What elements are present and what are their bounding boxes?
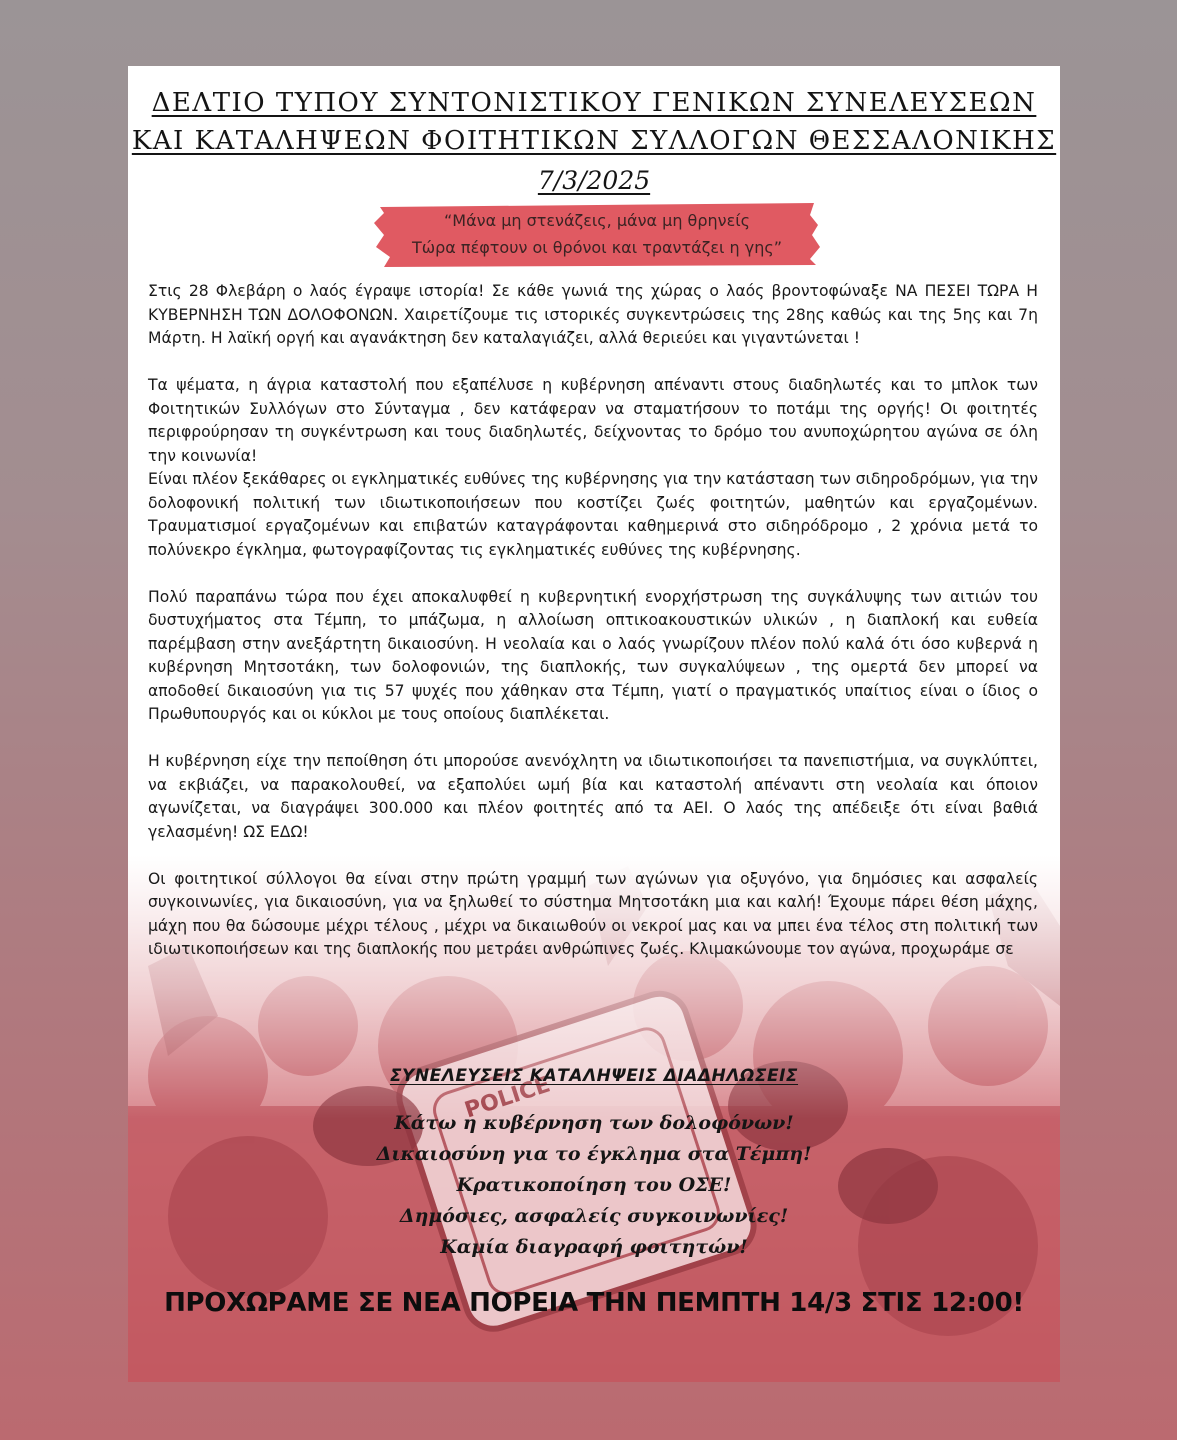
call-to-action: ΠΡΟΧΩΡΑΜΕ ΣΕ ΝΕΑ ΠΟΡΕΙΑ ΤΗΝ ΠΕΜΠΤΗ 14/3 ΣΤΙΣ 12:00! [164, 1288, 1024, 1318]
paragraph-6: Οι φοιτητικοί σύλλογοι θα είναι στην πρώτη γραμμή των αγώνων για οξυγόνο, για δημόσιες και ασφαλείς συγκοινωνίες, για δικαιοσύνη, για να ξηλωθεί το σύστημα Μητσοτάκη μια και καλή! Έχουμε πάρει θέση μάχης, μάχη που θα δώσουμε μέχρι τέλους , μέχρι να δικαιωθούν οι νεκροί μας και να μπει ένα τέλος στη πολιτική των ιδιωτικοποιήσεων και της διαπλοκής που μετράει ανθρώπινες ζωές. Κλιμακώνουμε τον αγώνα, προχωράμε σε [148, 869, 1038, 958]
demand-item: Δικαιοσύνη για το έγκλημα στα Τέμπη! [376, 1143, 812, 1165]
document-title-line-1: ΔΕΛΤΙΟ ΤΥΠΟΥ ΣΥΝΤΟΝΙΣΤΙΚΟΥ ΓΕΝΙΚΩΝ ΣΥΝΕΛΕΥΣΕΩΝ [151, 88, 1037, 118]
press-release-document [128, 66, 1060, 1382]
demands-list [128, 1108, 1060, 1263]
epigraph-quote [374, 207, 820, 261]
paragraph-3: Είναι πλέον ξεκάθαρες οι εγκληματικές ευθύνες της κυβέρνησης για την κατάσταση των σιδηροδρόμων, για την δολοφονική πολιτική των ιδιωτικοποιήσεων που κοστίζει ζωές φοιτητών, μαθητών και εργαζομένων. Τραυματισμοί εργαζομένων και επιβατών καταγράφονται καθημερινά στο σιδηρόδρομο , 2 χρόνια μετά το πολύνεκρο έγκλημα, φωτογραφίζοντας τις εγκληματικές ευθύνες της κυβέρνησης. [148, 470, 1038, 559]
document-date: 7/3/2025 [537, 166, 651, 195]
demand-item: Δημόσιες, ασφαλείς συγκοινωνίες! [399, 1205, 789, 1227]
paragraph-2: Τα ψέματα, η άγρια καταστολή που εξαπέλυσε η κυβέρνηση απέναντι στους διαδηλωτές και το μπλοκ των Φοιτητικών Συλλόγων στο Σύνταγμα , δεν κατάφεραν να σταματήσουν το ποτάμι της οργής! Οι φοιτητές περιφρούρησαν τη συγκέντρωση και τους διαδηλωτές, δείχνοντας το δρόμο του ανυποχώρητου αγώνα σε όλη την κοινωνία! [148, 376, 1038, 465]
body-text [148, 280, 1038, 962]
demand-item: Κάτω η κυβέρνηση των δολοφόνων! [394, 1112, 794, 1134]
document-title-line-2: ΚΑΙ ΚΑΤΑΛΗΨΕΩΝ ΦΟΙΤΗΤΙΚΩΝ ΣΥΛΛΟΓΩΝ ΘΕΣΣΑΛΟΝΙΚΗΣ [131, 126, 1057, 156]
quote-line-1: “Μάνα μη στενάζεις, μάνα μη θρηνείς [443, 211, 751, 230]
quote-line-2: Τώρα πέφτουν οι θρόνοι και τραντάζει η γης” [411, 238, 783, 257]
paragraph-5: Η κυβέρνηση είχε την πεποίθηση ότι μπορούσε ανενόχλητη να ιδιωτικοποιήσει τα πανεπιστήμια, να συγκλύπτει, να εκβιάζει, να παρακολουθεί, να εξαπολύει ωμή βία και καταστολή απέναντι στη νεολαία και όποιον αγωνίζεται, να διαγράψει 300.000 και πλέον φοιτητές από τα ΑΕΙ. Ο λαός της απέδειξε ότι είναι βαθιά γελασμένη! ΩΣ ΕΔΩ! [148, 752, 1038, 841]
demand-item: Καμία διαγραφή φοιτητών! [440, 1236, 748, 1258]
demand-item: Κρατικοποίηση του ΟΣΕ! [456, 1174, 732, 1196]
paragraph-1: Στις 28 Φλεβάρη ο λαός έγραψε ιστορία! Σε κάθε γωνιά της χώρας ο λαός βροντοφώναξε ΝΑ ΠΕΣΕΙ ΤΩΡΑ Η ΚΥΒΕΡΝΗΣΗ ΤΩΝ ΔΟΛΟΦΟΝΩΝ. Χαιρετίζουμε τις ιστορικές συγκεντρώσεις της 28ης καθώς και της 5ης και 7η Μάρτη. Η λαϊκή οργή και αγανάκτηση δεν καταλαγιάζει, αλλά θεριεύει και γιγαντώνεται ! [148, 282, 1038, 347]
slogan-header: ΣΥΝΕΛΕΥΣΕΙΣ ΚΑΤΑΛΗΨΕΙΣ ΔΙΑΔΗΛΩΣΕΙΣ [389, 1066, 799, 1086]
paragraph-4: Πολύ παραπάνω τώρα που έχει αποκαλυφθεί η κυβερνητική ενορχήστρωση της συγκάλυψης των αιτιών του δυστυχήματος στα Τέμπη, το μπάζωμα, η αλλοίωση οπτικοακουστικών υλικών , η διαπλοκή και ευθεία παρέμβαση στην ανεξάρτητη δικαιοσύνη. Η νεολαία και ο λαός γνωρίζουν πλέον πολύ καλά ότι όσο κυβερνά η κυβέρνηση Μητσοτάκη, των δολοφονιών, της διαπλοκής, των συγκαλύψεων , της ομερτά δεν μπορεί να αποδοθεί δικαιοσύνη για τις 57 ψυχές που χάθηκαν στα Τέμπη, γιατί ο πραγματικός υπαίτιος είναι ο ίδιος ο Πρωθυπουργός και οι κύκλοι με τους οποίους διαπλέκεται. [148, 587, 1038, 723]
